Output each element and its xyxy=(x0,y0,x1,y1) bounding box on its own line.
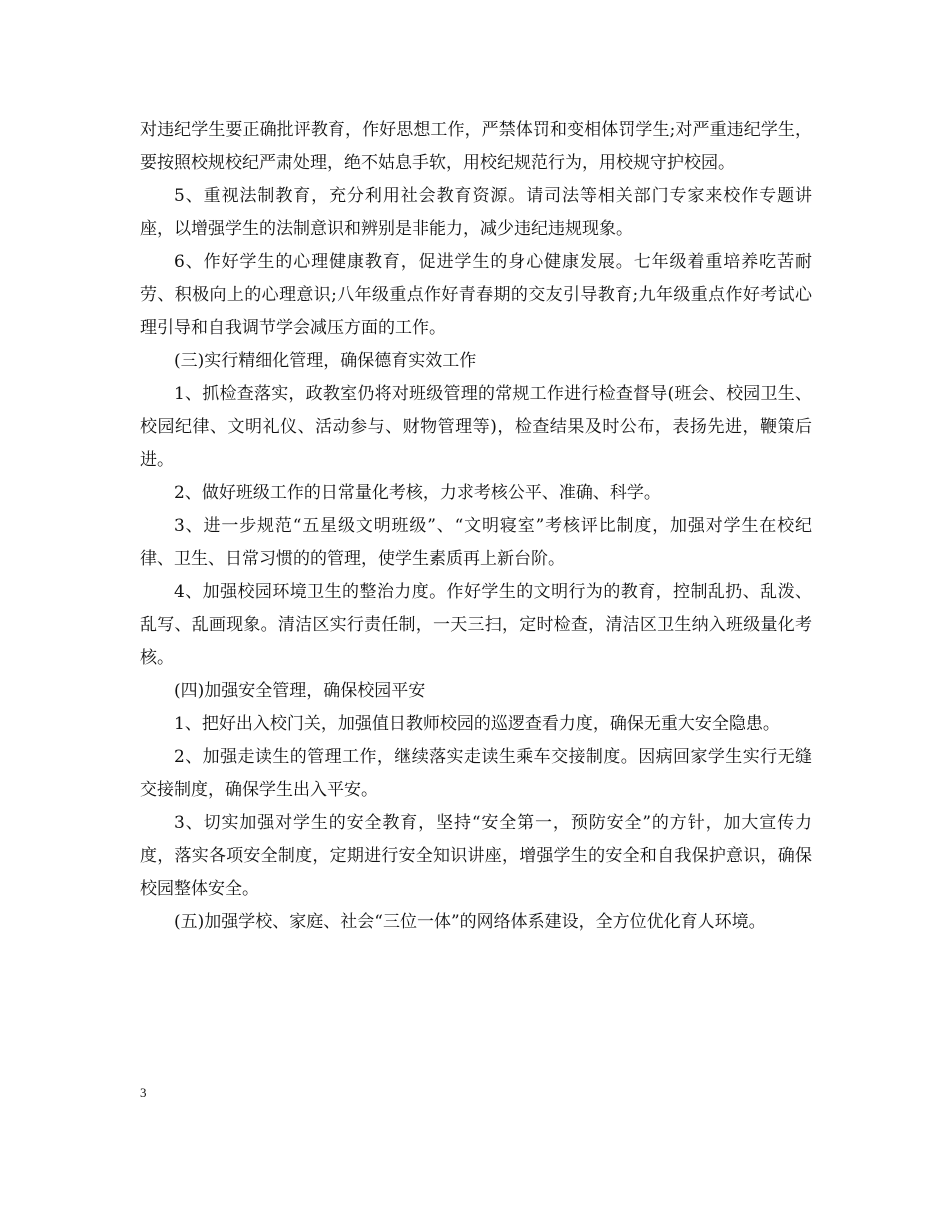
section-heading: (四)加强安全管理，确保校园平安 xyxy=(174,681,426,701)
section-heading: (三)实行精细化管理，确保德育实效工作 xyxy=(174,351,477,371)
paragraph: 2、加强走读生的管理工作，继续落实走读生乘车交接制度。因病回家学生实行无缝交接制度，确保学生出入平安。 xyxy=(140,747,812,800)
paragraph: 6、作好学生的心理健康教育，促进学生的身心健康发展。七年级着重培养吃苦耐劳、积极向上的心理意识;八年级重点作好青春期的交友引导教育;九年级重点作好考试心理引导和自我调节学会减压方面的工作。 xyxy=(140,252,812,338)
paragraph: 3、切实加强对学生的安全教育，坚持“安全第一，预防安全”的方针，加大宣传力度，落实各项安全制度，定期进行安全知识讲座，增强学生的安全和自我保护意识，确保校园整体安全。 xyxy=(140,813,812,899)
paragraph: 1、抓检查落实，政教室仍将对班级管理的常规工作进行检查督导(班会、校园卫生、校园纪律、文明礼仪、活动参与、财物管理等)，检查结果及时公布，表扬先进，鞭策后进。 xyxy=(140,384,812,470)
paragraph: 3、进一步规范“五星级文明班级”、“文明寝室”考核评比制度，加强对学生在校纪律、卫生、日常习惯的的管理，使学生素质再上新台阶。 xyxy=(140,516,812,569)
section-heading: (五)加强学校、家庭、社会“三位一体”的网络体系建设，全方位优化育人环境。 xyxy=(174,912,766,932)
paragraph: 4、加强校园环境卫生的整治力度。作好学生的文明行为的教育，控制乱扔、乱泼、乱写、乱画现象。清洁区实行责任制，一天三扫，定时检查，清洁区卫生纳入班级量化考核。 xyxy=(140,582,812,668)
paragraph: 5、重视法制教育，充分利用社会教育资源。请司法等相关部门专家来校作专题讲座，以增强学生的法制意识和辨别是非能力，减少违纪违规现象。 xyxy=(140,186,812,239)
page-number: 3 xyxy=(140,1085,147,1100)
paragraph: 对违纪学生要正确批评教育，作好思想工作，严禁体罚和变相体罚学生;对严重违纪学生，要按照校规校纪严肃处理，绝不姑息手软，用校纪规范行为，用校规守护校园。 xyxy=(140,120,812,173)
paragraph: 2、做好班级工作的日常量化考核，力求考核公平、准确、科学。 xyxy=(174,483,661,503)
document-body xyxy=(140,114,812,939)
paragraph: 1、把好出入校门关，加强值日教师校园的巡逻查看力度，确保无重大安全隐患。 xyxy=(174,714,780,734)
